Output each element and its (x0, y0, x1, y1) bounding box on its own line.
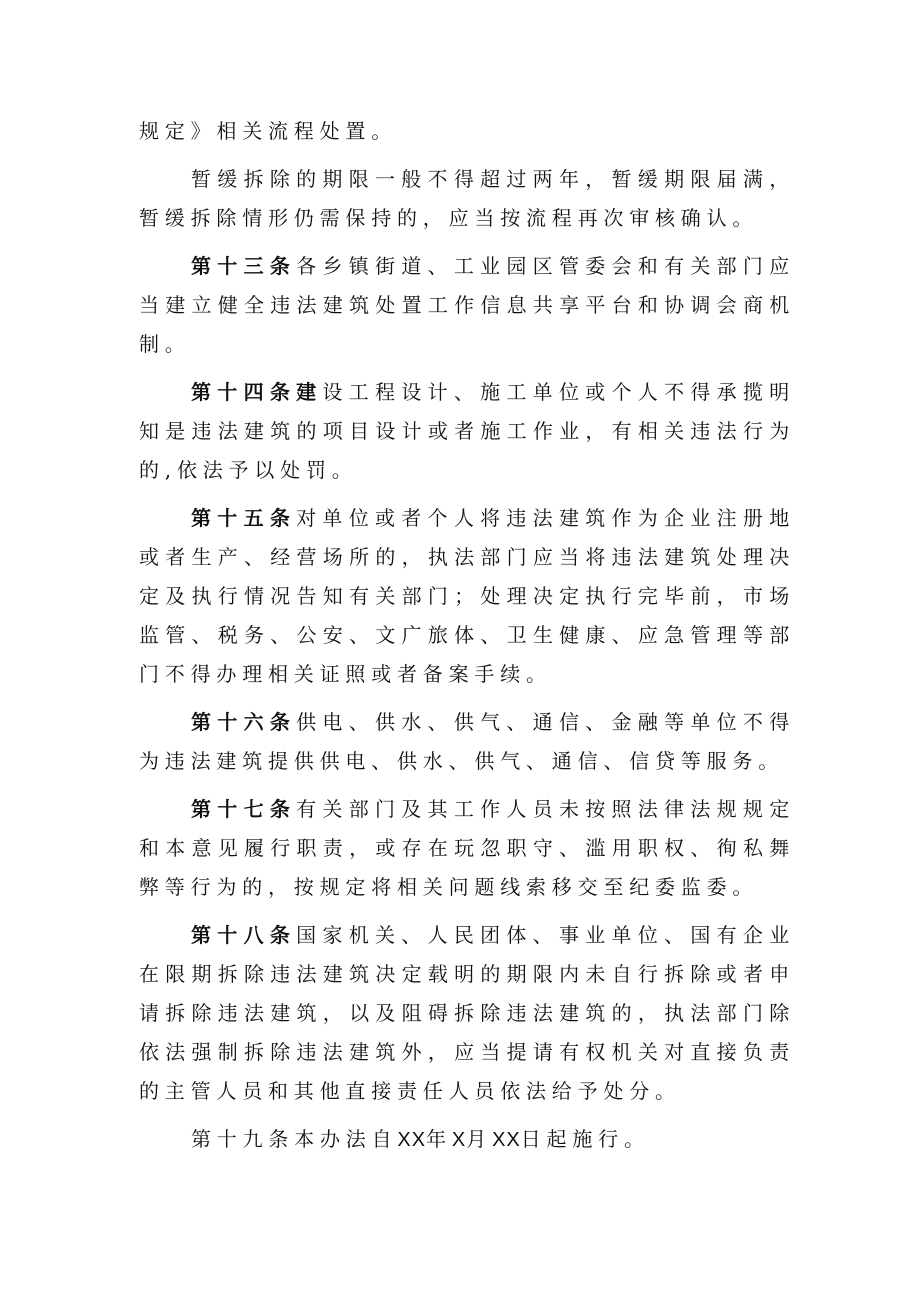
final-month-placeholder: X (451, 1129, 467, 1151)
paragraph-text: 对单位或者个人将违法建筑作为企业注册地或者生产、经营场所的，执法部门应当将违法建筑处理决定及执行情况告知有关部门；处理决定执行完毕前，市场监管、税务、公安、文广旅体、卫生健康、应急管理等部门不得办理相关证照或者备案手续。 (139, 506, 796, 686)
article-heading: 第十三条 (191, 254, 297, 278)
final-day-placeholder: XX (492, 1129, 521, 1151)
paragraph-text: 国家机关、人民团体、事业单位、国有企业在限期拆除违法建筑决定载明的期限内未自行拆除或者申请拆除违法建筑，以及阻碍拆除违法建筑的，执法部门除依法强制拆除违法建筑外，应当提请有权机关对直接负责的主管人员和其他直接责任人员依法给予处分。 (139, 923, 796, 1103)
article-heading: 第十四条建 (191, 380, 323, 404)
article-18 (139, 916, 795, 1111)
paragraph-text: 供电、供水、供气、通信、金融等单位不得为违法建筑提供供电、供水、供气、通信、信贷等服务。 (139, 710, 796, 773)
paragraph-text: 暂缓拆除的期限一般不得超过两年，暂缓期限届满，暂缓拆除情形仍需保持的，应当按流程再次审核确认。 (139, 167, 795, 230)
paragraph-text: 有关部门及其工作人员未按照法律法规规定和本意见履行职责，或存在玩忽职守、滥用职权、徇私舞弊等行为的，按规定将相关问题线索移交至纪委监委。 (139, 797, 796, 899)
article-17 (139, 790, 795, 907)
final-text-part2: 年 (426, 1127, 452, 1151)
paragraph-1 (139, 112, 795, 151)
paragraph-text: 设工程设计、施工单位或个人不得承揽明知是违法建筑的项目设计或者施工作业，有相关违法行为的,依法予以处罚。 (139, 380, 796, 482)
paragraph-text: 规定》相关流程处置。 (139, 119, 397, 143)
article-heading: 第十五条 (191, 506, 297, 530)
article-19 (139, 1120, 795, 1160)
document-page (139, 112, 795, 1169)
article-heading: 第十六条 (191, 710, 297, 734)
paragraph-2 (139, 160, 795, 238)
article-13 (139, 247, 795, 364)
article-heading: 第十八条 (191, 923, 297, 947)
article-heading: 第十七条 (191, 797, 297, 821)
article-14 (139, 373, 795, 490)
final-text-part4: 日起施行。 (520, 1127, 650, 1151)
final-year-placeholder: XX (397, 1129, 427, 1151)
final-text-part1: 第十九条本办法自 (191, 1127, 398, 1151)
article-16 (139, 703, 795, 781)
article-15 (139, 499, 795, 694)
final-text-part3: 月 (466, 1127, 493, 1151)
paragraph-text: 各乡镇街道、工业园区管委会和有关部门应当建立健全违法建筑处置工作信息共享平台和协调会商机制。 (139, 254, 796, 356)
